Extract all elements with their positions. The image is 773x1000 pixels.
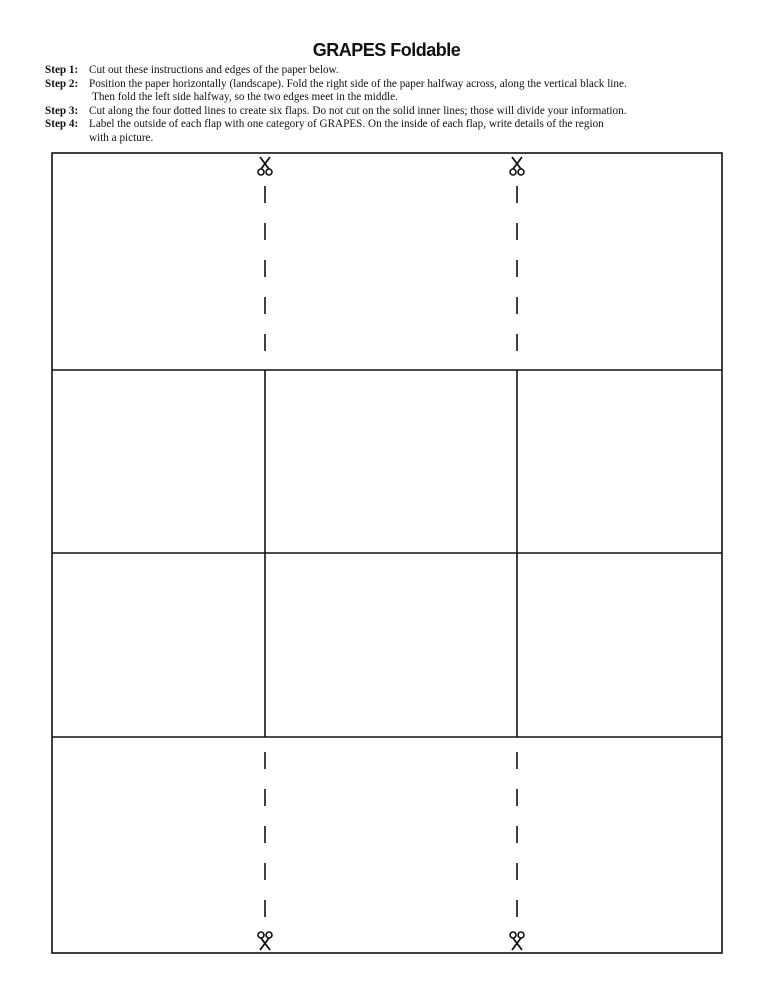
step-2-text-cont: Then fold the left side halfway, so the two edges meet in the middle. [92,91,398,104]
step-2-text: Position the paper horizontally (landscape). Fold the right side of the paper halfway across, along the vertical black line. [89,77,627,90]
step-4-label: Step 4: [45,118,79,131]
step-4-text: Label the outside of each flap with one category of GRAPES. On the inside of each flap, write details of the region [89,118,604,131]
step-3-text: Cut along the four dotted lines to create six flaps. Do not cut on the solid inner lines; those will divide your information. [89,104,627,117]
page-title: GRAPES Foldable [312,40,461,60]
step-1-label: Step 1: [45,64,79,76]
scissors-icon [510,157,524,175]
scissors-icon [258,157,272,175]
scissors-icon [258,932,272,950]
scissors-icon [510,932,524,950]
step-3-label: Step 3: [45,104,79,117]
step-4-text-cont: with a picture. [89,131,154,144]
step-2-label: Step 2: [45,77,79,90]
step-1-text: Cut out these instructions and edges of the paper below. [89,64,339,76]
